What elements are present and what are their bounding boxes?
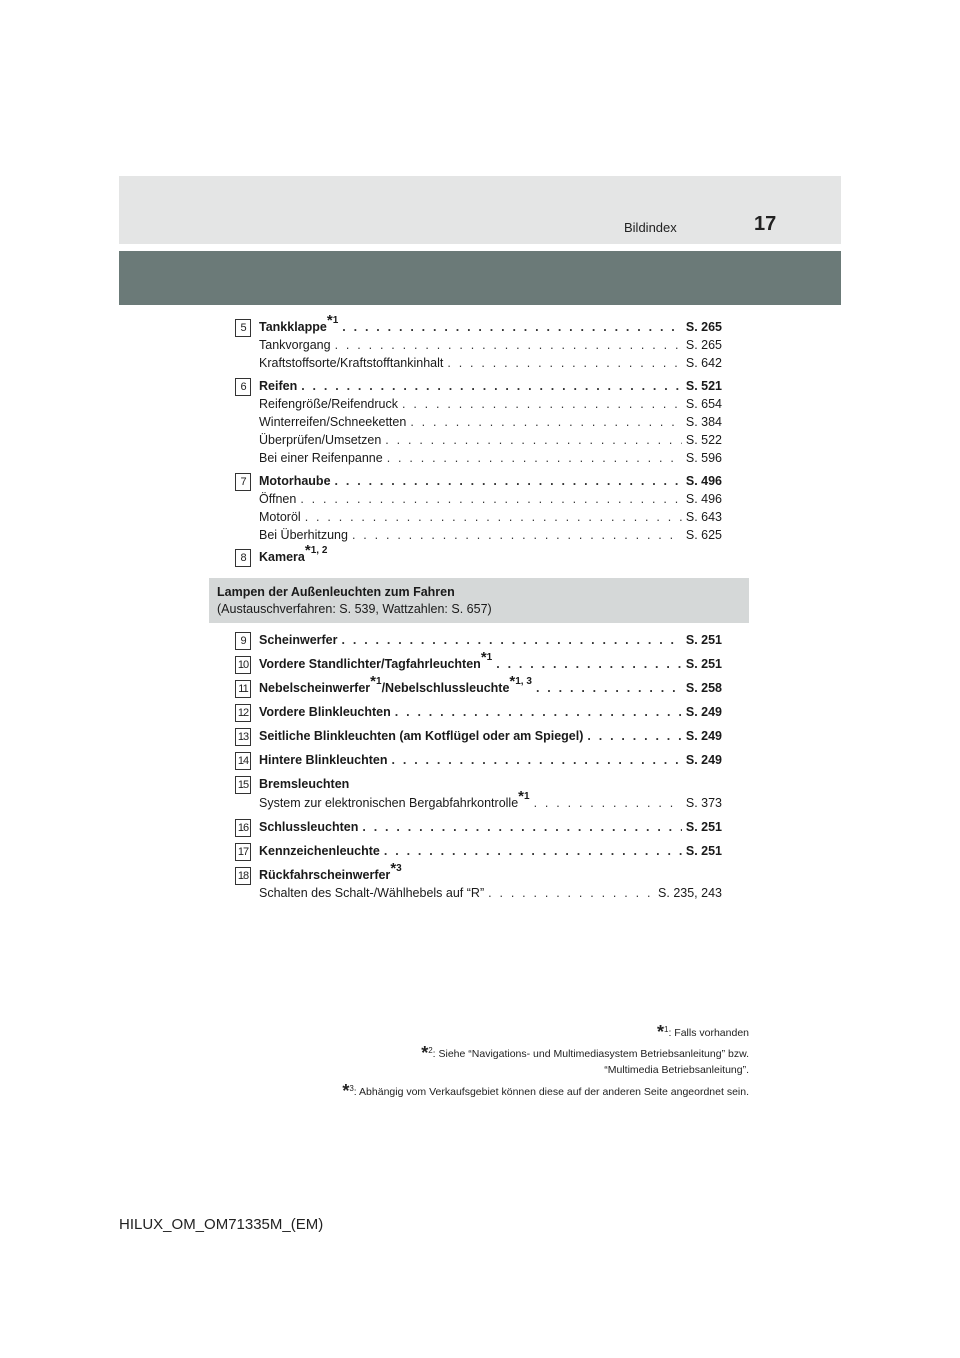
page-ref: S. 251	[685, 657, 722, 671]
page-ref: S. 643	[685, 510, 722, 524]
item-title: Rückfahrscheinwerfer$^{*3}$	[259, 860, 402, 882]
page-ref: S. 251	[685, 820, 722, 834]
header-bar	[119, 176, 841, 244]
sub-item: Winterreifen/Schneeketten	[259, 415, 407, 429]
item-title: Nebelscheinwerfer$^{*1}$/Nebelschlussleuchte$^{*1, 3}$	[259, 673, 532, 695]
item-number: 17	[235, 843, 251, 861]
page-ref: S. 373	[685, 796, 722, 810]
page-ref: S. 265	[685, 320, 722, 334]
item-title: Hintere Blinkleuchten	[259, 753, 388, 767]
item-number: 13	[235, 728, 251, 746]
item-number: 7	[235, 473, 251, 491]
page-ref: S. 522	[685, 433, 722, 447]
page-ref: S. 249	[685, 753, 722, 767]
item-title: Schlussleuchten	[259, 820, 359, 834]
item-title: Tankklappe$^{*1}$	[259, 312, 339, 334]
item-number: 12	[235, 704, 251, 722]
item-number: 5	[235, 319, 251, 337]
page-ref: S. 596	[685, 451, 722, 465]
page-ref: S. 265	[685, 338, 722, 352]
header-band	[119, 251, 841, 305]
page-ref: S. 258	[685, 681, 722, 695]
sub-item: Öffnen	[259, 492, 297, 506]
item-title: Bremsleuchten	[259, 777, 350, 791]
sub-item: Bei Überhitzung	[259, 528, 348, 542]
footnote-1: *$^1$: Falls vorhanden	[656, 1022, 749, 1042]
section-title: Bildindex	[624, 220, 677, 235]
sub-item: Tankvorgang	[259, 338, 331, 352]
footnote-3: *$^3$: Abhängig vom Verkaufsgebiet können diese auf der anderen Seite angeordnet sein.	[342, 1081, 749, 1101]
item-number: 9	[235, 632, 251, 650]
document-id: HILUX_OM_OM71335M_(EM)	[119, 1216, 324, 1233]
item-title: Motorhaube	[259, 474, 331, 488]
item-number: 10	[235, 656, 251, 674]
item-number: 16	[235, 819, 251, 837]
sub-item: System zur elektronischen Bergabfahrkontrolle$^{*1}$	[259, 788, 530, 810]
item-title: Vordere Standlichter/Tagfahrleuchten$^{*1}$	[259, 649, 493, 671]
item-title: Kennzeichenleuchte	[259, 844, 380, 858]
sub-item: Reifengröße/Reifendruck	[259, 397, 398, 411]
page-ref: S. 384	[685, 415, 722, 429]
item-number: 8	[235, 549, 251, 567]
item-title: Reifen	[259, 379, 298, 393]
sub-item: Motoröl	[259, 510, 301, 524]
item-number: 6	[235, 378, 251, 396]
item-title: Kamera$^{*1, 2}$	[259, 542, 328, 564]
sub-item: Überprüfen/Umsetzen	[259, 433, 382, 447]
lamp-section-title: Lampen der Außenleuchten zum Fahren	[217, 585, 455, 599]
footnote-2: *$^2$: Siehe “Navigations- und Multimediasystem Betriebsanleitung” bzw. “Multimedia Betriebsanleitung”.	[421, 1043, 749, 1076]
page-ref: S. 249	[685, 729, 722, 743]
page-ref: S. 249	[685, 705, 722, 719]
page-ref: S. 521	[685, 379, 722, 393]
lamp-section-box	[209, 578, 749, 623]
item-number: 11	[235, 680, 251, 698]
item-title: Seitliche Blinkleuchten (am Kotflügel oder am Spiegel)	[259, 729, 584, 743]
page-ref: S. 625	[685, 528, 722, 542]
page-ref: S. 496	[685, 474, 722, 488]
page-ref: S. 642	[685, 356, 722, 370]
item-title: Vordere Blinkleuchten	[259, 705, 391, 719]
page-ref: S. 496	[685, 492, 722, 506]
page-ref: S. 251	[685, 844, 722, 858]
item-title: Scheinwerfer	[259, 633, 338, 647]
page-number: 17	[754, 213, 777, 235]
item-number: 15	[235, 776, 251, 794]
lamp-section-subtitle: (Austauschverfahren: S. 539, Wattzahlen: S. 657)	[217, 602, 492, 616]
item-number: 18	[235, 867, 251, 885]
sub-item: Bei einer Reifenpanne	[259, 451, 383, 465]
item-number: 14	[235, 752, 251, 770]
sub-item: Schalten des Schalt-/Wählhebels auf “R”	[259, 886, 485, 900]
page-ref: S. 251	[685, 633, 722, 647]
page-ref: S. 654	[685, 397, 722, 411]
sub-item: Kraftstoffsorte/Kraftstofftankinhalt	[259, 356, 444, 370]
page-ref: S. 235, 243	[658, 886, 722, 900]
